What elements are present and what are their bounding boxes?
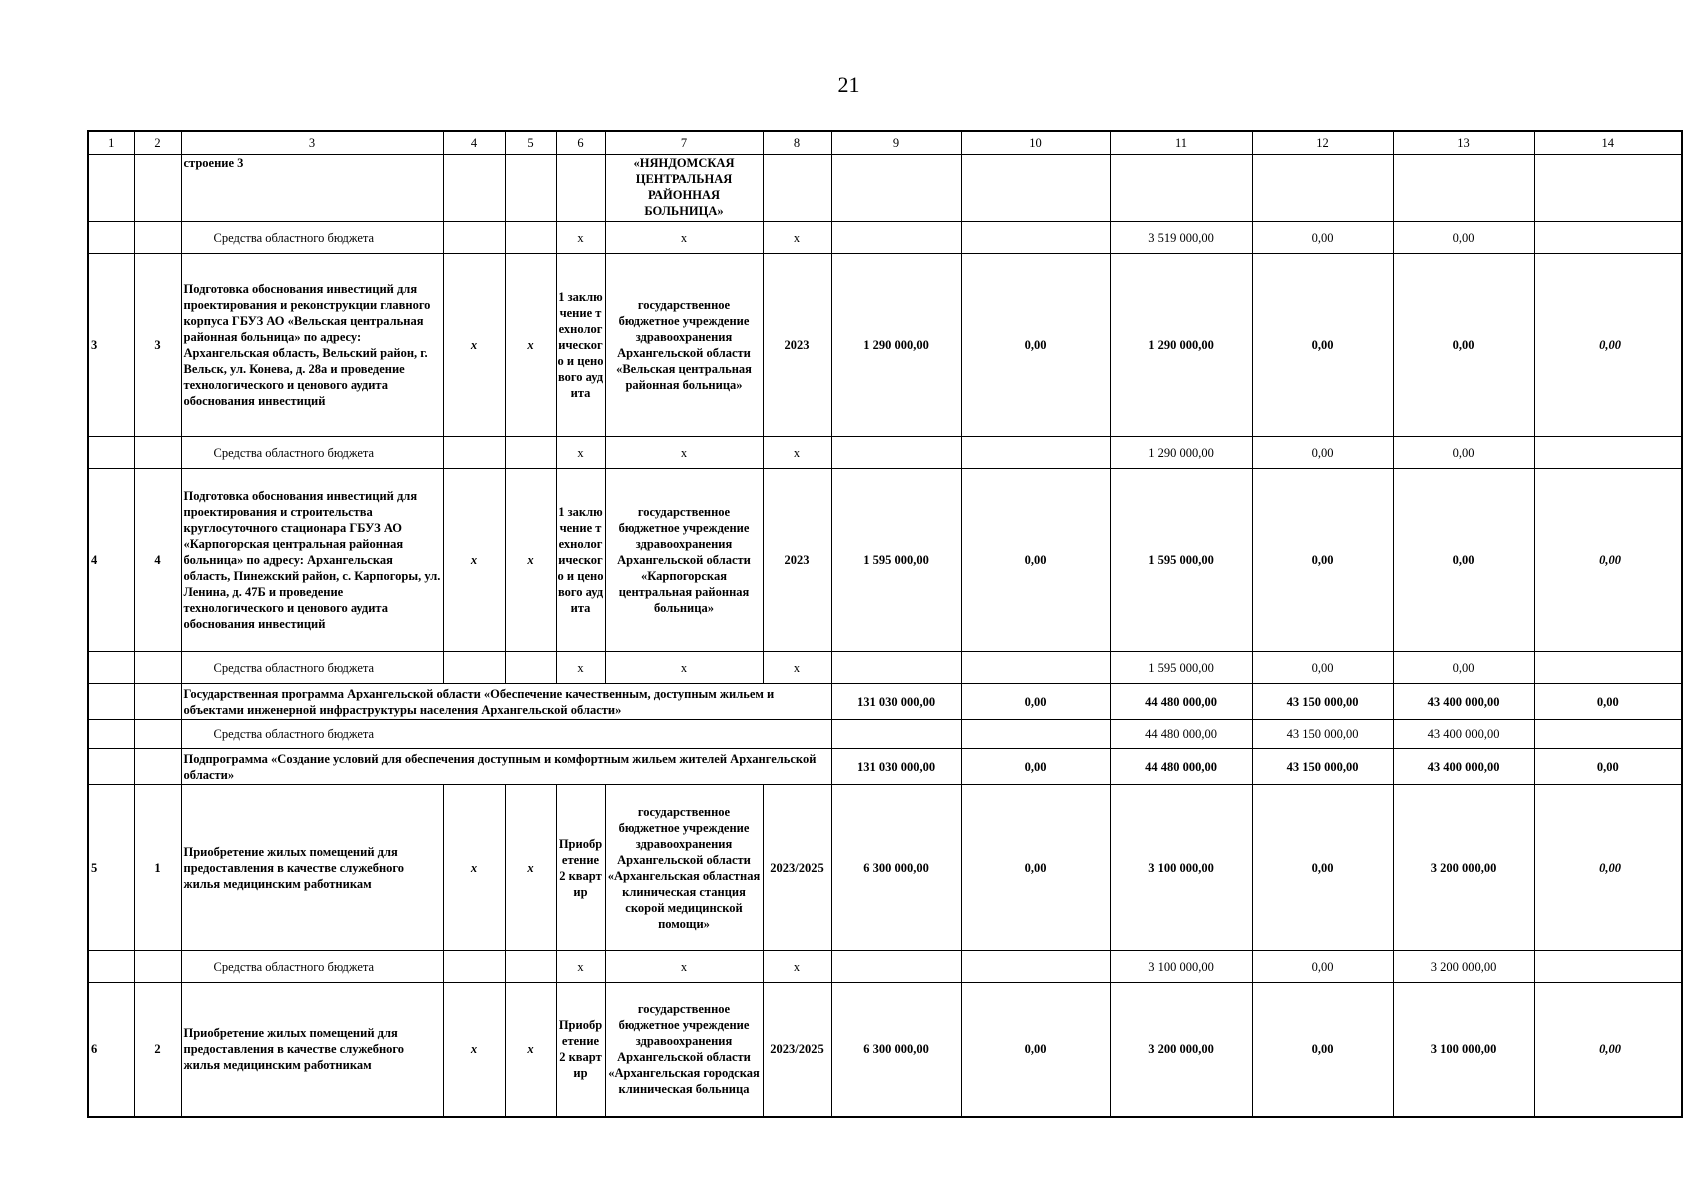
- table-row: [88, 983, 1682, 1117]
- amount-cell: 43 150 000,00: [1252, 720, 1393, 749]
- x-cell: x: [505, 469, 556, 652]
- amount-cell: 43 150 000,00: [1252, 749, 1393, 785]
- amount-cell: 0,00: [1393, 437, 1534, 469]
- amount-cell: 0,00: [1393, 222, 1534, 254]
- amount-cell: 43 400 000,00: [1393, 684, 1534, 720]
- x-cell: x: [556, 652, 605, 684]
- column-number-row: [88, 131, 1682, 155]
- executor-cell: государственное бюджетное учреждение здравоохранения Архангельской области «Карпогорская центральная районная больница»: [605, 469, 763, 652]
- header-cell: 11: [1110, 131, 1252, 155]
- amount-cell: 0,00: [961, 254, 1110, 437]
- amount-cell: 0,00: [1252, 437, 1393, 469]
- amount-cell: 0,00: [1252, 785, 1393, 951]
- budget-label: Средства областного бюджета: [181, 951, 443, 983]
- x-cell: x: [605, 652, 763, 684]
- amount-cell: 0,00: [1252, 222, 1393, 254]
- budget-source-row: [88, 652, 1682, 684]
- amount-cell: 3 100 000,00: [1110, 785, 1252, 951]
- x-cell: x: [556, 951, 605, 983]
- executor-cell: «НЯНДОМСКАЯ ЦЕНТРАЛЬНАЯ РАЙОННАЯ БОЛЬНИЦА»: [605, 155, 763, 222]
- amount-cell: 0,00: [1252, 983, 1393, 1117]
- header-cell: 14: [1534, 131, 1682, 155]
- row-number-cell: 3: [88, 254, 134, 437]
- budget-label: Средства областного бюджета: [181, 720, 831, 749]
- program-title: Государственная программа Архангельской области «Обеспечение качественным, доступным жильем и объектами инженерной инфраструктуры населения Архангельской области»: [181, 684, 831, 720]
- object-name-cell: Приобретение жилых помещений для предоставления в качестве служебного жилья медицинским работникам: [181, 785, 443, 951]
- amount-cell: 6 300 000,00: [831, 983, 961, 1117]
- result-cell: Приобретение 2 квартир: [556, 785, 605, 951]
- x-cell: x: [605, 437, 763, 469]
- header-cell: 10: [961, 131, 1110, 155]
- header-cell: 5: [505, 131, 556, 155]
- amount-cell: 131 030 000,00: [831, 684, 961, 720]
- amount-cell: 3 200 000,00: [1393, 951, 1534, 983]
- amount-cell: 0,00: [1534, 684, 1682, 720]
- executor-cell: государственное бюджетное учреждение здравоохранения Архангельской области «Архангельская областная клиническая станция скорой медицинской помощи»: [605, 785, 763, 951]
- x-cell: x: [443, 785, 505, 951]
- budget-label: Средства областного бюджета: [181, 437, 443, 469]
- amount-cell: 0,00: [1534, 983, 1682, 1117]
- x-cell: x: [556, 222, 605, 254]
- x-cell: x: [505, 983, 556, 1117]
- amount-cell: 0,00: [961, 983, 1110, 1117]
- x-cell: x: [505, 785, 556, 951]
- amount-cell: 3 100 000,00: [1110, 951, 1252, 983]
- x-cell: x: [763, 437, 831, 469]
- x-cell: x: [443, 983, 505, 1117]
- table-row: [88, 155, 1682, 222]
- amount-cell: 0,00: [1393, 254, 1534, 437]
- table-row: [88, 254, 1682, 437]
- x-cell: x: [505, 254, 556, 437]
- amount-cell: 0,00: [1534, 785, 1682, 951]
- x-cell: x: [443, 254, 505, 437]
- result-cell: 1 заключение технологического и ценового аудита: [556, 469, 605, 652]
- subprogram-row: [88, 749, 1682, 785]
- amount-cell: 3 100 000,00: [1393, 983, 1534, 1117]
- amount-cell: 0,00: [961, 684, 1110, 720]
- subprogram-title: Подпрограмма «Создание условий для обеспечения доступным и комфортным жильем жителей Архангельской области»: [181, 749, 831, 785]
- budget-source-row: [88, 222, 1682, 254]
- budget-source-row: [88, 437, 1682, 469]
- header-cell: 6: [556, 131, 605, 155]
- amount-cell: 3 200 000,00: [1393, 785, 1534, 951]
- budget-source-row: [88, 951, 1682, 983]
- amount-cell: 1 595 000,00: [1110, 469, 1252, 652]
- object-name-cell: строение 3: [181, 155, 443, 222]
- amount-cell: 3 200 000,00: [1110, 983, 1252, 1117]
- row-number-cell: 2: [134, 983, 181, 1117]
- row-number-cell: 5: [88, 785, 134, 951]
- budget-source-row: [88, 720, 1682, 749]
- amount-cell: 0,00: [1534, 254, 1682, 437]
- amount-cell: 0,00: [1252, 652, 1393, 684]
- budget-label: Средства областного бюджета: [181, 652, 443, 684]
- row-number-cell: 3: [134, 254, 181, 437]
- amount-cell: 0,00: [1393, 469, 1534, 652]
- amount-cell: 1 595 000,00: [1110, 652, 1252, 684]
- amount-cell: 1 290 000,00: [831, 254, 961, 437]
- table-row: [88, 469, 1682, 652]
- x-cell: x: [763, 951, 831, 983]
- object-name-cell: Подготовка обоснования инвестиций для проектирования и строительства круглосуточного стационара ГБУЗ АО «Карпогорская центральная районная больница» по адресу: Архангельская область, Пинежский район, с. Карпогоры, ул. Ленина, д. 47Б и проведение технологического и ценового аудита обоснования инвестиций: [181, 469, 443, 652]
- x-cell: x: [556, 437, 605, 469]
- header-cell: 12: [1252, 131, 1393, 155]
- amount-cell: 0,00: [1252, 951, 1393, 983]
- x-cell: x: [763, 222, 831, 254]
- budget-label: Средства областного бюджета: [181, 222, 443, 254]
- amount-cell: 44 480 000,00: [1110, 720, 1252, 749]
- amount-cell: 0,00: [961, 469, 1110, 652]
- x-cell: x: [605, 222, 763, 254]
- object-name-cell: Подготовка обоснования инвестиций для проектирования и реконструкции главного корпуса ГБУЗ АО «Вельская центральная районная больница» по адресу: Архангельская область, Вельский район, г. Вельск, ул. Конева, д. 28а и проведение технологического и ценового аудита обоснования инвестиций: [181, 254, 443, 437]
- program-row: [88, 684, 1682, 720]
- header-cell: 2: [134, 131, 181, 155]
- object-name-cell: Приобретение жилых помещений для предоставления в качестве служебного жилья медицинским работникам: [181, 983, 443, 1117]
- result-cell: 1 заключение технологического и ценового аудита: [556, 254, 605, 437]
- header-cell: 13: [1393, 131, 1534, 155]
- header-cell: 9: [831, 131, 961, 155]
- amount-cell: 44 480 000,00: [1110, 684, 1252, 720]
- header-cell: 3: [181, 131, 443, 155]
- amount-cell: 1 595 000,00: [831, 469, 961, 652]
- amount-cell: 3 519 000,00: [1110, 222, 1252, 254]
- amount-cell: 0,00: [1534, 749, 1682, 785]
- year-cell: 2023/2025: [763, 785, 831, 951]
- amount-cell: 43 150 000,00: [1252, 684, 1393, 720]
- table-row: [88, 785, 1682, 951]
- investment-table: [87, 130, 1683, 1118]
- amount-cell: 0,00: [1252, 469, 1393, 652]
- amount-cell: 6 300 000,00: [831, 785, 961, 951]
- executor-cell: государственное бюджетное учреждение здравоохранения Архангельской области «Архангельская городская клиническая больница: [605, 983, 763, 1117]
- page-number: 21: [837, 72, 860, 97]
- row-number-cell: 1: [134, 785, 181, 951]
- amount-cell: 0,00: [1252, 254, 1393, 437]
- year-cell: 2023: [763, 469, 831, 652]
- amount-cell: 0,00: [1393, 652, 1534, 684]
- header-cell: 7: [605, 131, 763, 155]
- year-cell: 2023/2025: [763, 983, 831, 1117]
- x-cell: x: [763, 652, 831, 684]
- amount-cell: 43 400 000,00: [1393, 720, 1534, 749]
- x-cell: x: [443, 469, 505, 652]
- row-number-cell: 4: [88, 469, 134, 652]
- amount-cell: 1 290 000,00: [1110, 254, 1252, 437]
- year-cell: 2023: [763, 254, 831, 437]
- amount-cell: 1 290 000,00: [1110, 437, 1252, 469]
- amount-cell: 43 400 000,00: [1393, 749, 1534, 785]
- amount-cell: 0,00: [1534, 469, 1682, 652]
- result-cell: Приобретение 2 квартир: [556, 983, 605, 1117]
- x-cell: x: [605, 951, 763, 983]
- executor-cell: государственное бюджетное учреждение здравоохранения Архангельской области «Вельская центральная районная больница»: [605, 254, 763, 437]
- row-number-cell: 6: [88, 983, 134, 1117]
- header-cell: 4: [443, 131, 505, 155]
- amount-cell: 0,00: [961, 785, 1110, 951]
- row-number-cell: 4: [134, 469, 181, 652]
- header-cell: 8: [763, 131, 831, 155]
- amount-cell: 131 030 000,00: [831, 749, 961, 785]
- header-cell: 1: [88, 131, 134, 155]
- amount-cell: 44 480 000,00: [1110, 749, 1252, 785]
- amount-cell: 0,00: [961, 749, 1110, 785]
